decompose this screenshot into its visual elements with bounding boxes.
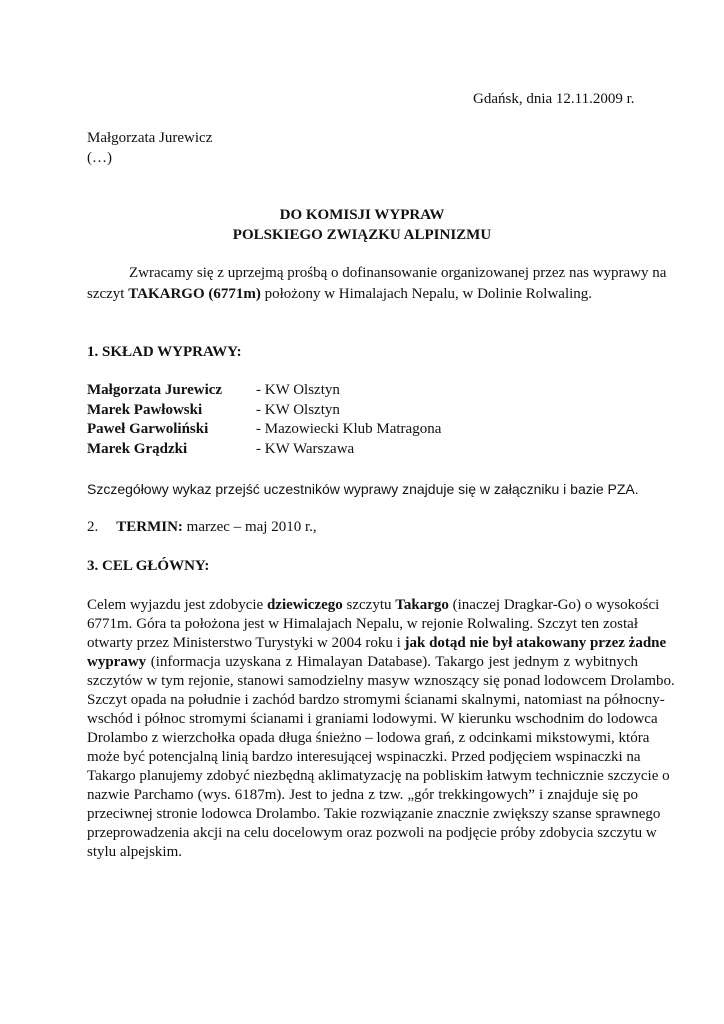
section-2-value: marzec – maj 2010 r., <box>182 519 317 535</box>
member-name: Marek Grądzki <box>87 441 188 457</box>
body-line: może być potencjalną linią bardzo interesującej wspinaczki. Przed podjęciem wspinaczki na <box>87 749 641 765</box>
body-line: Takargo planujemy zdobyć niezbędną aklimatyzację na pobliskim łatwym technicznie szczycie o <box>87 768 670 784</box>
participants-note: Szczegółowy wykaz przejść uczestników wyprawy znajduje się w załączniku i bazie PZA. <box>87 481 639 497</box>
body-line: nazwie Parchamo (wys. 6187m). Jest to jedna z tzw. „gór trekkingowych” i znajduje się po <box>87 787 638 803</box>
member-club: - KW Olsztyn <box>256 382 340 398</box>
section-2-line: 2. TERMIN: marzec – maj 2010 r., <box>87 519 317 535</box>
member-club: - Mazowiecki Klub Matragona <box>256 421 442 437</box>
body-line: 6771m. Góra ta położona jest w Himalajach Nepalu, w rejonie Rolwaling. Szczyt ten został <box>87 616 638 632</box>
section-3-heading: 3. CEL GŁÓWNY: <box>87 558 210 574</box>
intro-paragraph <box>87 264 667 306</box>
body-line: Szczyt opada na południe i zachód bardzo stromymi ścianami skalnymi, natomiast na północny- <box>87 692 665 708</box>
section-3-body <box>87 596 675 862</box>
peak-name: TAKARGO (6771m) <box>128 286 261 302</box>
member-name: Małgorzata Jurewicz <box>87 382 223 398</box>
body-line: przeciwnej stronie lodowca Drolambo. Takie rozwiązanie znacznie zwiększy szanse sprawnego <box>87 806 661 822</box>
body-line: wschód i północ stromymi ścianami i graniami lodowymi. W kierunku wschodnim do lodowca <box>87 711 658 727</box>
body-line: szczytów w tym rejonie, stanowi samodzielny masyw wznoszący się ponad lodowcem Drolambo. <box>87 673 675 689</box>
member-club: - KW Olsztyn <box>256 402 340 418</box>
sender-name: Małgorzata Jurewicz <box>87 130 213 146</box>
member-name: Paweł Garwoliński <box>87 421 209 437</box>
member-name: Marek Pawłowski <box>87 402 203 418</box>
body-line: Drolambo z wierzchołka opada długa śnieżno – lodowa grań, z odcinkami mikstowymi, która <box>87 730 650 746</box>
body-line: stylu alpejskim. <box>87 844 182 860</box>
body-line: Celem wyjazdu jest zdobycie dziewiczego szczytu Takargo (inaczej Dragkar-Go) o wysokości <box>87 597 660 613</box>
member-club: - KW Warszawa <box>256 441 355 457</box>
body-line: otwarty przez Ministerstwo Turystyki w 2004 roku i jak dotąd nie był atakowany przez żadne <box>87 635 667 651</box>
section-2-label: TERMIN: <box>116 519 183 535</box>
intro-line-2: szczyt TAKARGO (6771m) położony w Himalajach Nepalu, w Dolinie Rolwaling. <box>87 286 593 302</box>
intro-line-1: Zwracamy się z uprzejmą prośbą o dofinansowanie organizowanej przez nas wyprawy na <box>129 265 667 281</box>
recipient-line-1: DO KOMISJI WYPRAW <box>279 207 445 223</box>
body-line: przeprowadzenia akcji na celu docelowym oraz pozwoli na podjęcie próby zdobycia szczytu w <box>87 825 657 841</box>
recipient-line-2: POLSKIEGO ZWIĄZKU ALPINIZMU <box>232 227 492 243</box>
place-date: Gdańsk, dnia 12.11.2009 r. <box>473 91 635 107</box>
sender-address: (…) <box>87 150 112 166</box>
section-1-heading: 1. SKŁAD WYPRAWY: <box>87 344 242 360</box>
body-line: wyprawy (informacja uzyskana z Himalayan Database). Takargo jest jednym z wybitnych <box>87 654 638 670</box>
